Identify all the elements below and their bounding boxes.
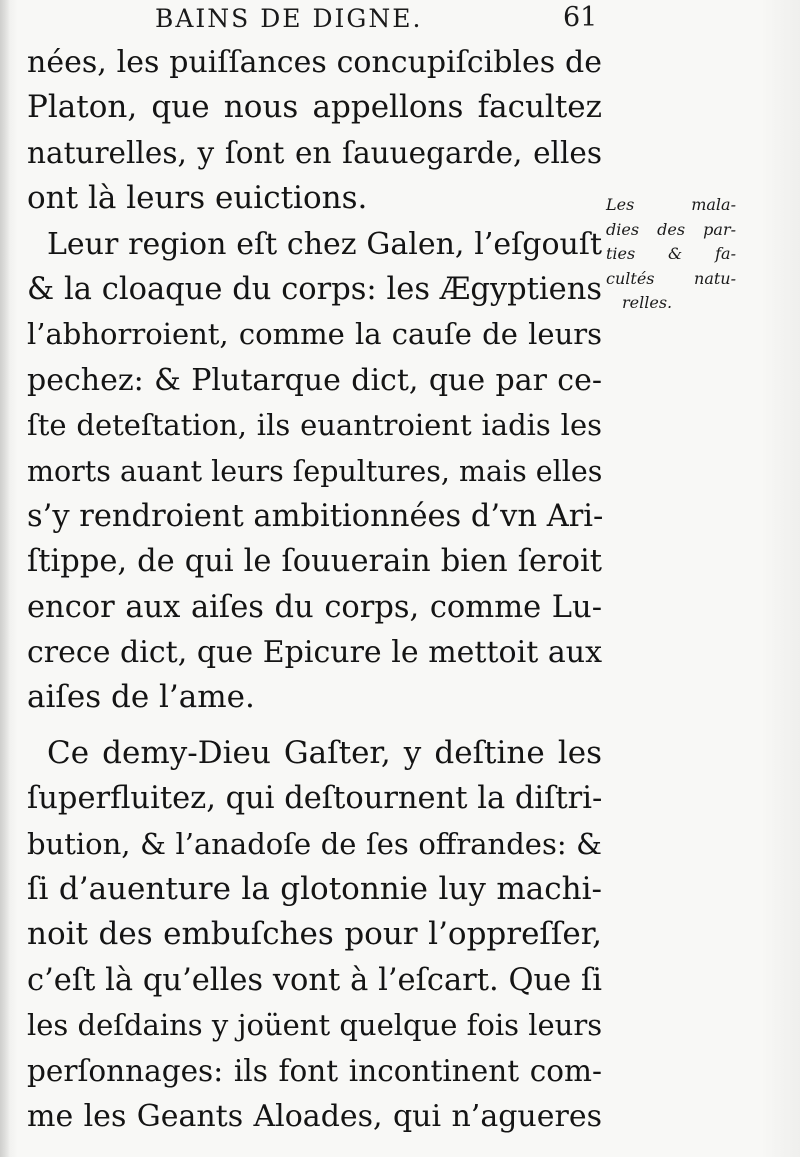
text-line: morts auant leurs ſepultures, mais elles [27, 454, 603, 488]
marginal-note-line: Les mala- [606, 195, 736, 214]
text-line: l’abhorroient, comme la cauſe de leurs [27, 317, 602, 352]
text-line: encor aux aiſes du corps, comme Lu- [27, 589, 602, 625]
gutter-shadow [0, 0, 10, 1157]
text-line: crece dict, que Epicure le mettoit aux [27, 635, 602, 671]
text-line: aiſes de l’ame. [27, 679, 255, 716]
marginal-note [606, 193, 736, 316]
marginal-note-line: ties & fa- [606, 244, 736, 263]
text-line: Platon, que nous appellons facultez [27, 89, 602, 126]
text-line: Ce demy-Dieu Gaſter, y deſtine les [47, 734, 602, 771]
paragraph [27, 40, 602, 222]
text-line: perſonnages: ils font incontinent com- [27, 1053, 602, 1088]
text-line: naturelles, y ſont en ſauuegarde, elles [27, 135, 602, 170]
text-line: les deſdains y joüent quelque fois leurs [27, 1008, 603, 1043]
text-line: ſuperfluitez, qui deſtournent la diſtri- [27, 781, 603, 817]
text-line: bution, & l’anadoſe de ſes offrandes: & [27, 826, 602, 861]
marginal-note-line: dies des par- [606, 219, 736, 239]
text-line: c’eſt là qu’elles vont à l’eſcart. Que ſi [27, 962, 602, 998]
paragraph [27, 731, 602, 1140]
running-title: BAINS DE DIGNE. [155, 4, 423, 33]
text-line: & la cloaque du corps: les Ægyptiens [27, 271, 602, 307]
text-line: ſi d’auenture la glotonnie luy machi- [27, 871, 602, 908]
page-number: 61 [563, 2, 598, 33]
text-line: nées, les puiſſances concupiſcibles de [27, 45, 602, 80]
text-line: noit des embuſches pour l’oppreſſer, [27, 916, 602, 953]
text-line: me les Geants Aloades, qui n’agueres [27, 1098, 602, 1134]
body-text [27, 40, 602, 1139]
text-line: Leur region eſt chez Galen, l’eſgouſt [47, 226, 602, 262]
text-line: ſte deteſtation, ils euantroient iadis les [27, 408, 602, 443]
marginal-note-line: cultés natu- [606, 268, 736, 288]
paragraph-gap [27, 721, 602, 731]
text-line: ont là leurs euictions. [27, 180, 368, 217]
text-line: ſtippe, de qui le ſouuerain bien ſeroit [27, 544, 602, 580]
text-line: s’y rendroient ambitionnées d’vn Ari- [27, 498, 604, 534]
marginal-note-line: relles. [622, 293, 673, 312]
paragraph [27, 222, 602, 721]
text-line: pechez: & Plutarque dict, que par ce- [27, 362, 602, 398]
